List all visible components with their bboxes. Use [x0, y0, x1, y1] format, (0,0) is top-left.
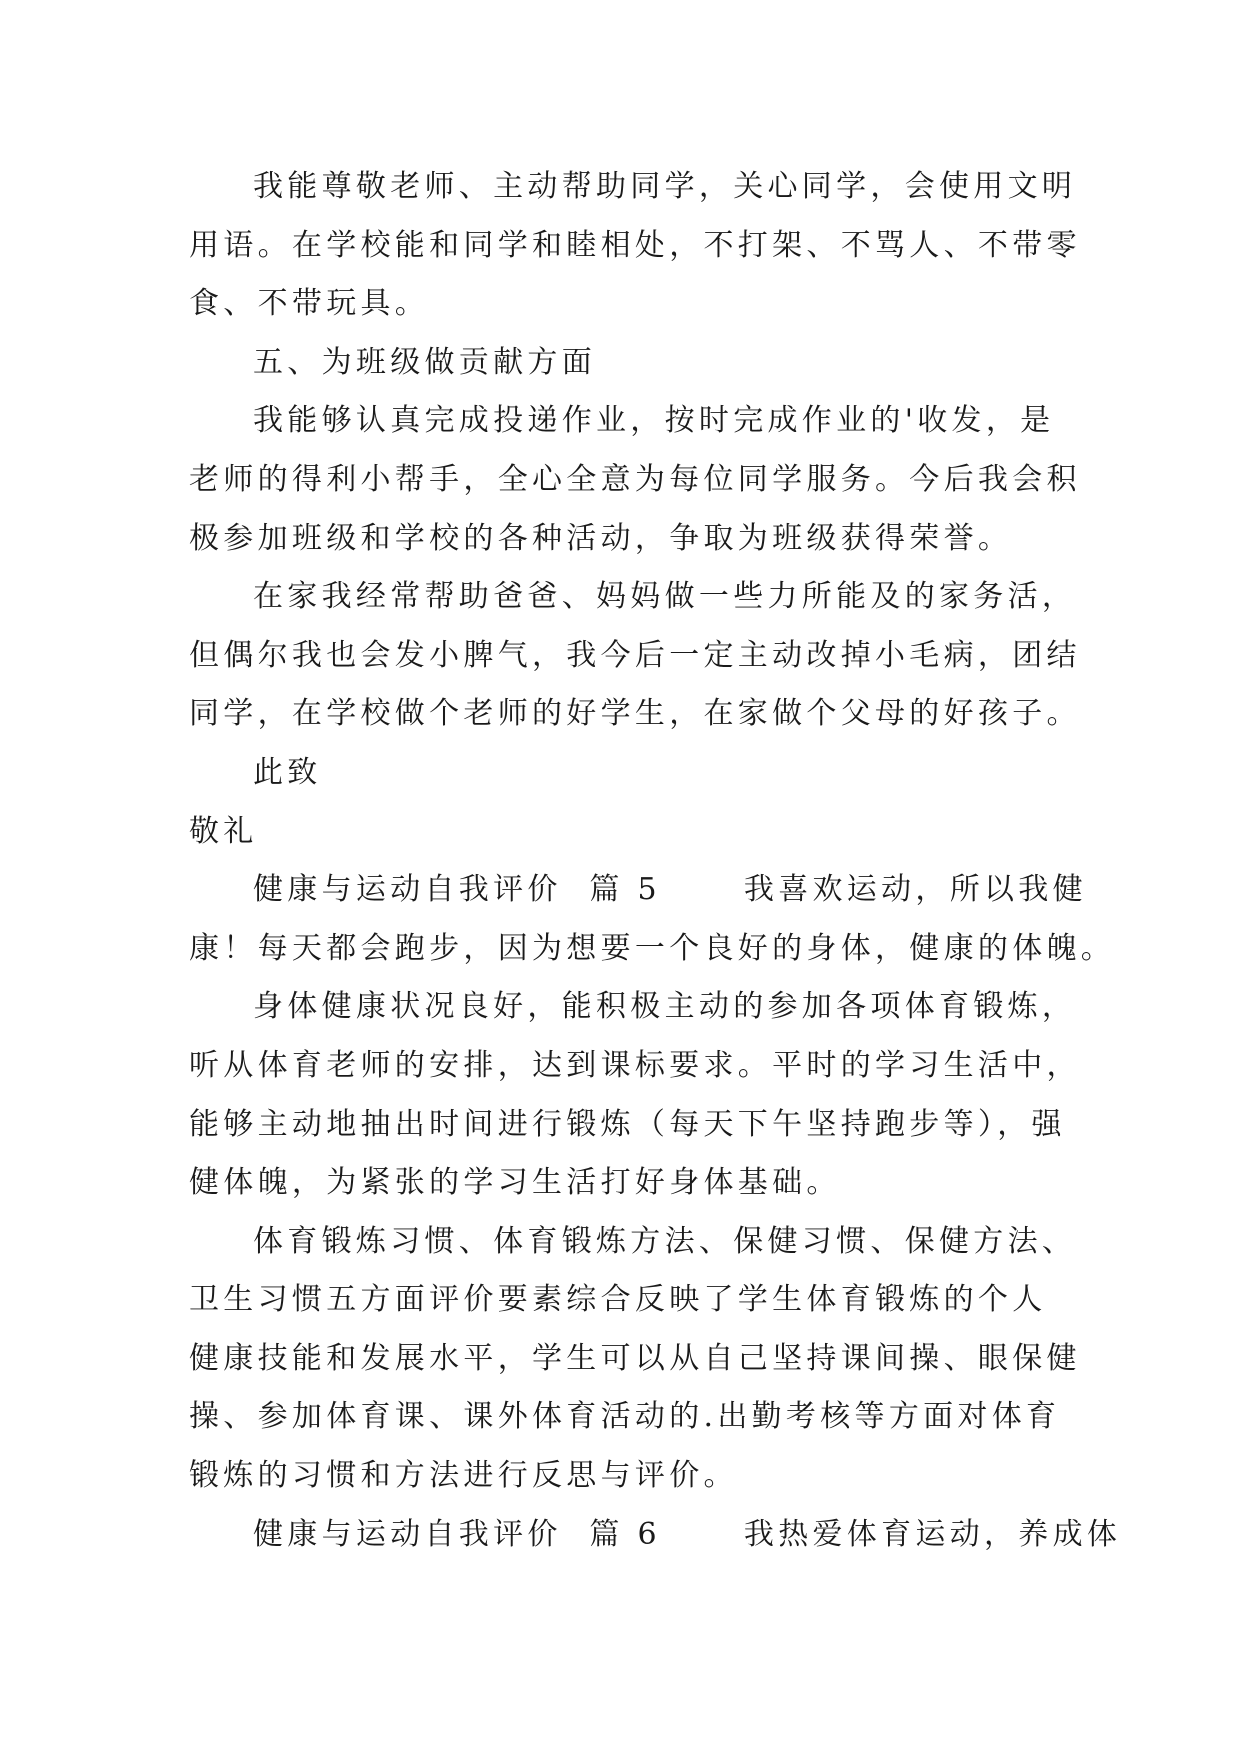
paragraph-line: 极参加班级和学校的各种活动，争取为班级获得荣誉。 [189, 520, 1013, 556]
paragraph-line: 体育锻炼习惯、体育锻炼方法、保健习惯、保健方法、 [253, 1223, 1077, 1259]
paragraph-line: 但偶尔我也会发小脾气，我今后一定主动改掉小毛病，团结 [189, 637, 1081, 673]
paragraph-line: 康！每天都会跑步，因为想要一个良好的身体，健康的体魄。 [189, 930, 1116, 966]
section-heading: 健康与运动自我评价 篇 6 我热爱体育运动，养成体 [253, 1516, 1122, 1552]
closing-regards: 敬礼 [189, 813, 258, 849]
paragraph-line: 老师的得利小帮手，全心全意为每位同学服务。今后我会积 [189, 461, 1081, 497]
paragraph-line: 我能够认真完成投递作业，按时完成作业的'收发，是 [253, 403, 1055, 439]
paragraph-line: 同学，在学校做个老师的好学生，在家做个父母的好孩子。 [189, 696, 1081, 732]
paragraph-line: 用语。在学校能和同学和睦相处，不打架、不骂人、不带零 [189, 227, 1081, 263]
paragraph-line: 健康技能和发展水平，学生可以从自己坚持课间操、眼保健 [189, 1340, 1081, 1376]
paragraph-line: 锻炼的习惯和方法进行反思与评价。 [189, 1458, 738, 1494]
document-body [189, 158, 1122, 1564]
paragraph-line: 听从体育老师的安排，达到课标要求。平时的学习生活中， [189, 1047, 1081, 1083]
paragraph-line: 在家我经常帮助爸爸、妈妈做一些力所能及的家务活， [253, 579, 1077, 615]
paragraph-line: 卫生习惯五方面评价要素综合反映了学生体育锻炼的个人 [189, 1282, 1047, 1318]
paragraph-line: 操、参加体育课、课外体育活动的.出勤考核等方面对体育 [189, 1399, 1061, 1435]
paragraph-line: 食、不带玩具。 [189, 286, 430, 322]
section-heading: 健康与运动自我评价 篇 5 我喜欢运动，所以我健 [253, 872, 1087, 908]
paragraph-line: 我能尊敬老师、主动帮助同学，关心同学，会使用文明 [253, 169, 1077, 204]
closing-salutation: 此致 [253, 754, 322, 790]
paragraph-line: 身体健康状况良好，能积极主动的参加各项体育锻炼， [253, 989, 1077, 1025]
paragraph-line: 健体魄，为紧张的学习生活打好身体基础。 [189, 1165, 841, 1201]
paragraph-line: 能够主动地抽出时间进行锻炼（每天下午坚持跑步等），强 [189, 1106, 1066, 1142]
section-heading: 五、为班级做贡献方面 [253, 344, 596, 380]
